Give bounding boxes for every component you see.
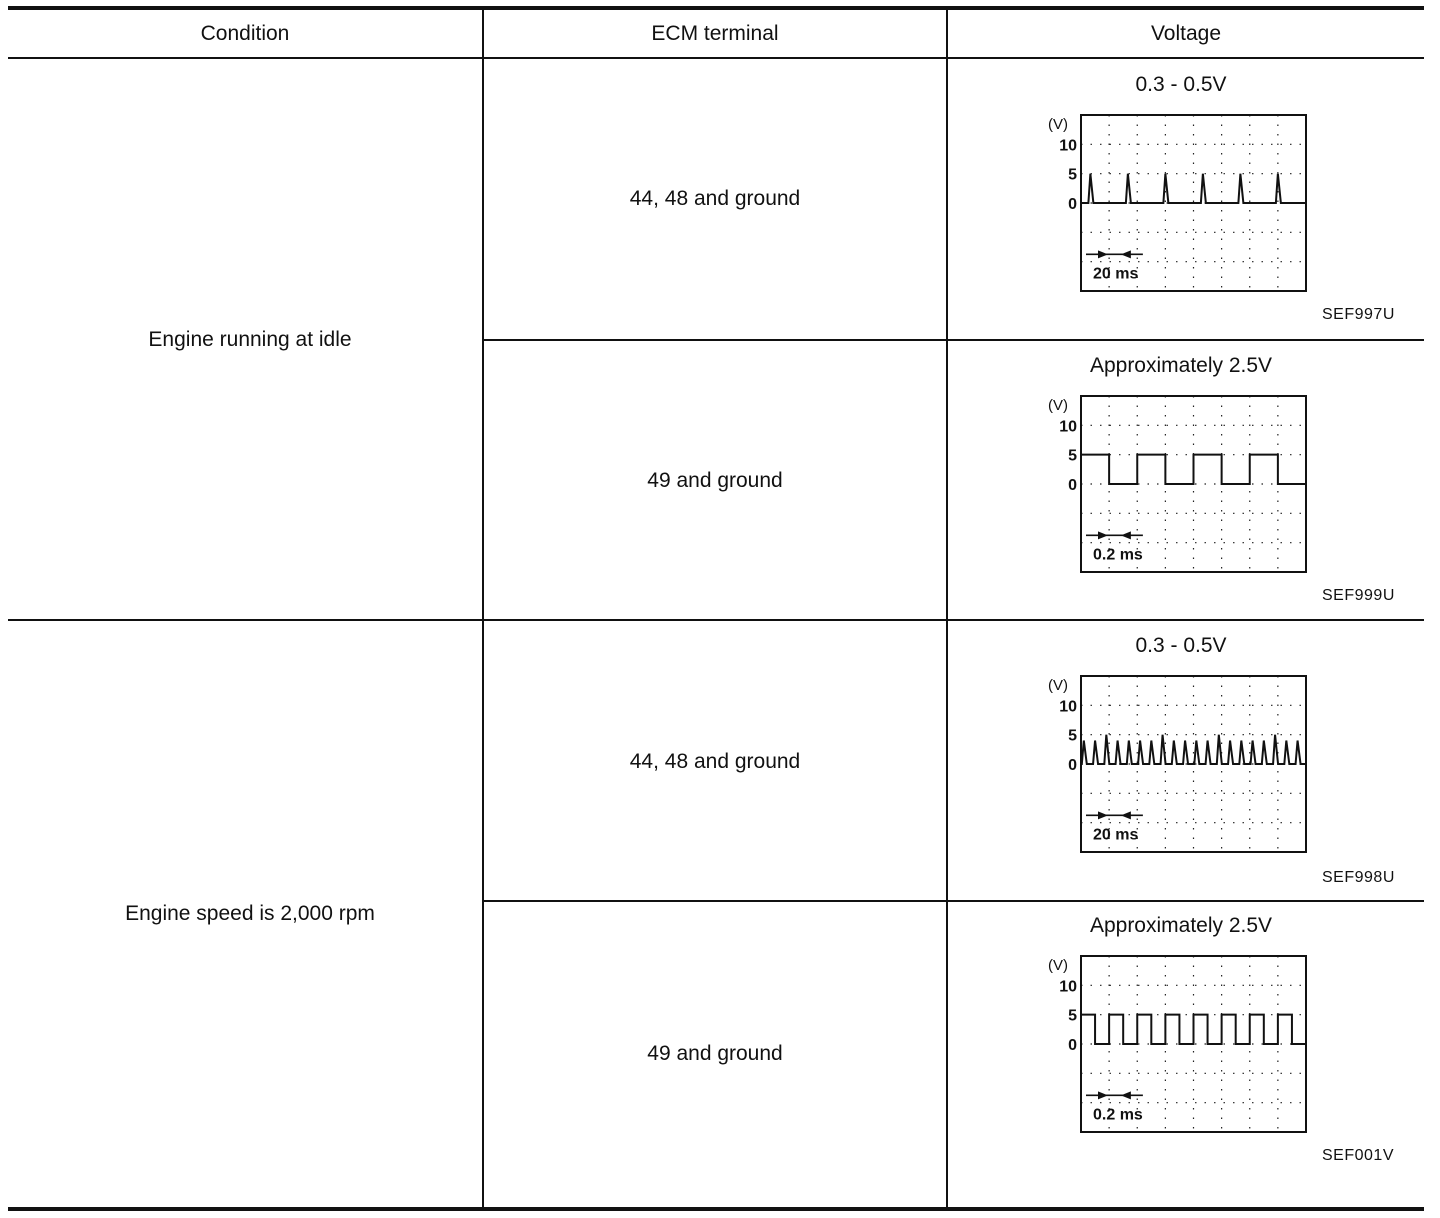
y-tick-label: 5 — [1068, 727, 1077, 745]
y-tick-label: 0 — [1068, 1037, 1077, 1054]
y-tick-label: 10 — [1059, 698, 1077, 716]
y-tick-label: 0 — [1068, 196, 1077, 213]
figure-code: SEF997U — [1322, 306, 1395, 323]
voltage-value: Approximately 2.5V — [1089, 914, 1273, 937]
oscilloscope-figure — [1038, 391, 1310, 577]
y-unit-label: (V) — [1048, 397, 1068, 414]
y-unit-label: (V) — [1048, 116, 1068, 133]
header-ecm-terminal: ECM terminal — [651, 22, 779, 45]
arrow-left-icon — [1121, 1091, 1131, 1099]
scope-svg — [1038, 951, 1310, 1137]
oscilloscope-figure — [1038, 951, 1310, 1137]
arrow-left-icon — [1121, 531, 1131, 539]
y-unit-label: (V) — [1048, 957, 1068, 974]
arrow-right-icon — [1098, 811, 1108, 819]
oscilloscope-figure — [1038, 671, 1310, 857]
figure-code: SEF998U — [1322, 869, 1395, 886]
y-tick-label: 0 — [1068, 477, 1077, 494]
voltage-value: 0.3 - 0.5V — [1135, 73, 1227, 96]
oscilloscope-figure — [1038, 110, 1310, 296]
figure-code: SEF999U — [1322, 587, 1395, 604]
row-rule-3 — [483, 900, 1424, 902]
waveform-trace — [1081, 174, 1306, 203]
arrow-left-icon — [1121, 250, 1131, 258]
row-rule-1 — [483, 339, 1424, 341]
time-scale-label: 0.2 ms — [1093, 1106, 1143, 1124]
y-tick-label: 0 — [1068, 757, 1077, 774]
scope-svg — [1038, 110, 1310, 296]
time-scale-label: 20 ms — [1093, 826, 1139, 844]
y-tick-label: 5 — [1068, 1007, 1077, 1025]
voltage-value: 0.3 - 0.5V — [1135, 634, 1227, 657]
terminal-cell: 44, 48 and ground — [629, 750, 801, 773]
y-tick-label: 10 — [1059, 418, 1077, 436]
voltage-value: Approximately 2.5V — [1089, 354, 1273, 377]
arrow-left-icon — [1121, 811, 1131, 819]
scope-svg — [1038, 671, 1310, 857]
condition-2000rpm: Engine speed is 2,000 rpm — [125, 902, 375, 925]
table-bottom-rule — [8, 1207, 1424, 1211]
y-unit-label: (V) — [1048, 677, 1068, 694]
terminal-cell: 44, 48 and ground — [629, 187, 801, 210]
waveform-trace — [1081, 735, 1306, 764]
header-condition: Condition — [200, 22, 290, 45]
col-divider-2 — [946, 8, 948, 1209]
time-scale-label: 20 ms — [1093, 265, 1139, 283]
arrow-right-icon — [1098, 1091, 1108, 1099]
condition-idle: Engine running at idle — [148, 328, 352, 351]
header-voltage: Voltage — [1150, 22, 1222, 45]
y-tick-label: 5 — [1068, 447, 1077, 465]
scope-svg — [1038, 391, 1310, 577]
terminal-cell: 49 and ground — [647, 469, 783, 492]
figure-code: SEF001V — [1322, 1147, 1394, 1164]
terminal-cell: 49 and ground — [647, 1042, 783, 1065]
y-tick-label: 10 — [1059, 137, 1077, 155]
group-rule — [8, 619, 1424, 621]
waveform-trace — [1081, 455, 1306, 484]
time-scale-label: 0.2 ms — [1093, 546, 1143, 564]
arrow-right-icon — [1098, 531, 1108, 539]
y-tick-label: 10 — [1059, 978, 1077, 996]
header-bottom-rule — [8, 57, 1424, 59]
y-tick-label: 5 — [1068, 166, 1077, 184]
table-top-rule — [8, 6, 1424, 10]
waveform-trace — [1081, 1015, 1306, 1044]
arrow-right-icon — [1098, 250, 1108, 258]
